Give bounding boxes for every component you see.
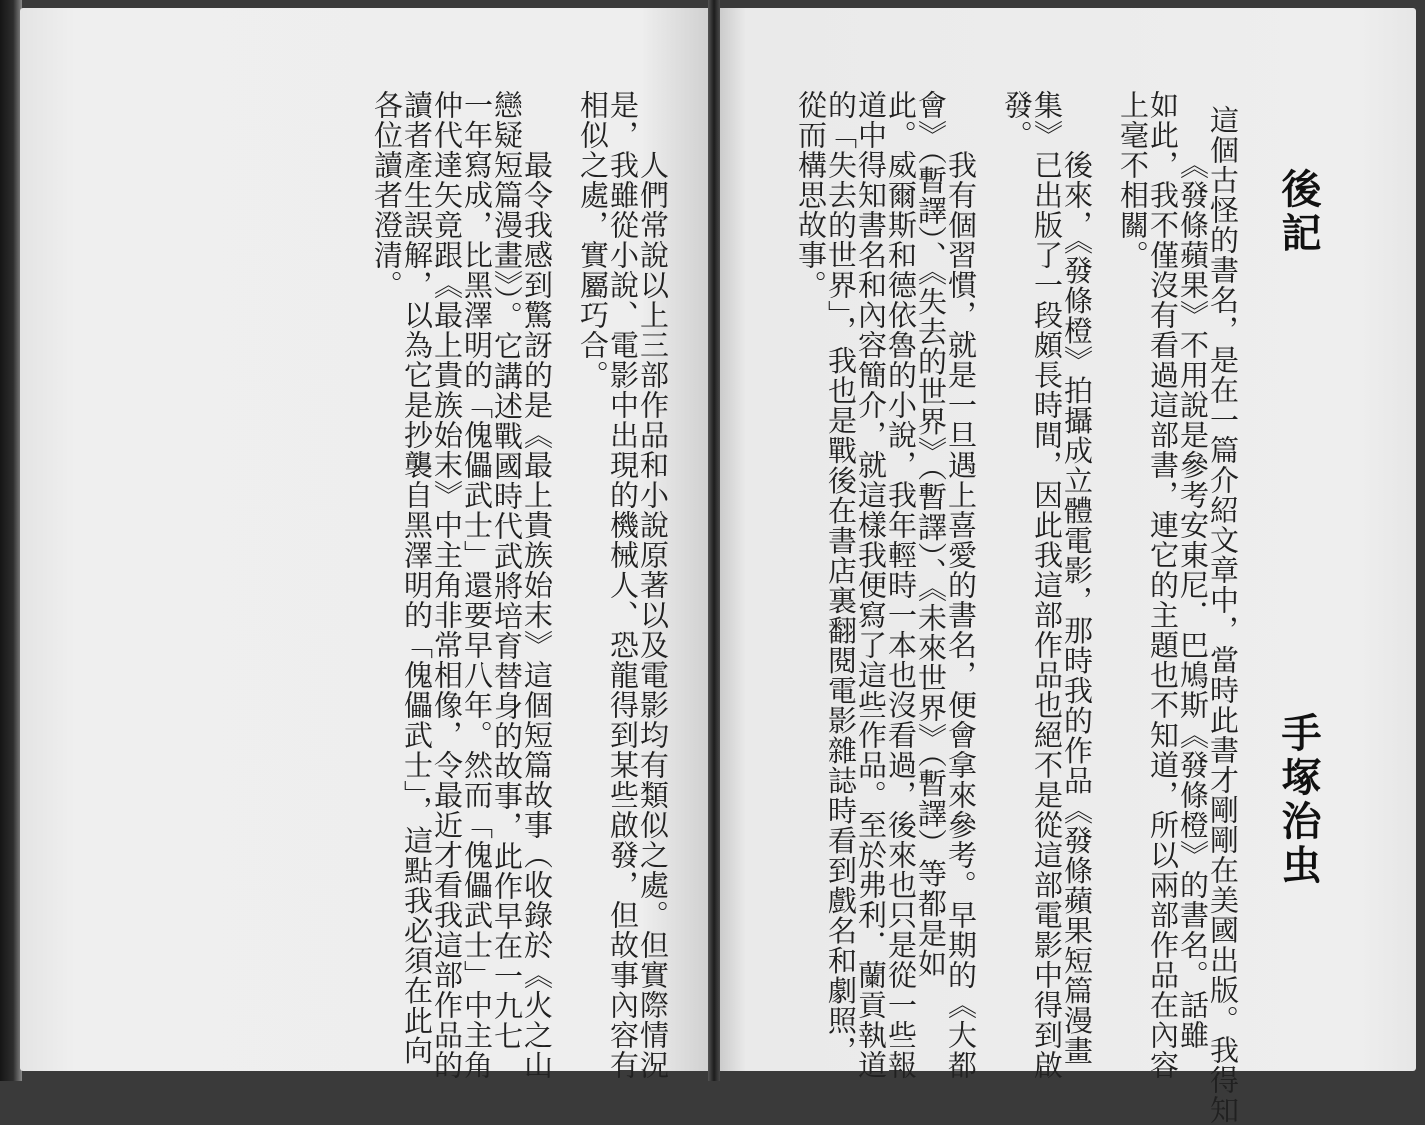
text-column: 人們常說以上三部作品和小說原著以及電影均有類似之處。但實際情況	[636, 150, 670, 1080]
text-column: 各位讀者澄清。	[370, 90, 404, 300]
book-gutter	[708, 0, 720, 1081]
text-column: 如此，我不僅沒有看過這部書，連它的主題也不知道，所以兩部作品在內容	[1146, 90, 1180, 1080]
text-column: 是，我雖從小說、電影中出現的機械人、恐龍得到某些啟發，但故事內容有	[606, 90, 640, 1080]
book-edge	[0, 0, 22, 1081]
text-column: 這個古怪的書名，是在一篇介紹文章中，當時此書才剛剛在美國出版。我得知	[1206, 105, 1240, 1125]
text-column: 上毫不相關。	[1116, 90, 1150, 270]
text-column: 發。	[1000, 90, 1034, 150]
text-column: 仲代達矢竟跟《最上貴族始末》中主角非常相像，令最近才看我這部作品的	[430, 90, 464, 1080]
text-column: 此。威爾斯和德依魯的小說，我年輕時一本也沒看過，後來也只是從一些報	[884, 90, 918, 1080]
text-column: 從而構思故事。	[794, 90, 828, 300]
text-column: 道中得知書名和內容簡介，就這樣我便寫了這些作品。至於弗利．蘭貢執道	[854, 90, 888, 1080]
text-column: 最令我感到驚訝的是《最上貴族始末》這個短篇故事（收錄於《火之山	[520, 150, 554, 1080]
text-column: 我有個習慣，就是一旦遇上喜愛的書名，便會拿來參考。早期的《大都	[944, 150, 978, 1080]
text-column: 集》已出版了一段頗長時間，因此我這部作品也絕不是從這部電影中得到啟	[1030, 90, 1064, 1080]
text-column: 的「失去的世界」，我也是戰後在書店裏翻閱電影雜誌時看到戲名和劇照，	[824, 90, 858, 1066]
author-name: 手塚治虫	[1275, 712, 1321, 888]
text-column: 相似之處，實屬巧合。	[576, 90, 610, 390]
text-column: 一年寫成，比黑澤明的「傀儡武士」還要早八年。然而「傀儡武士」中主角	[460, 90, 494, 1080]
text-column: 後來，《發條橙》拍攝成立體電影，那時我的作品《發條蘋果短篇漫畫	[1060, 150, 1094, 1066]
text-column: 會》（暫譯）、《失去的世界》（暫譯）、《未來世界》（暫譯）等都是如	[914, 90, 948, 979]
text-column: 讀者產生誤解，以為它是抄襲自黑澤明的「傀儡武士」，這點我必須在此向	[400, 90, 434, 1066]
text-column: 戀疑短篇漫畫》）。它講述戰國時代武將培育替身的故事，此作早在一九七	[490, 90, 524, 1051]
text-column: 《發條蘋果》不用說是參考安東尼．巴鳩斯《發條橙》的書名。話雖	[1176, 150, 1210, 1050]
page-title: 後記	[1275, 168, 1321, 256]
